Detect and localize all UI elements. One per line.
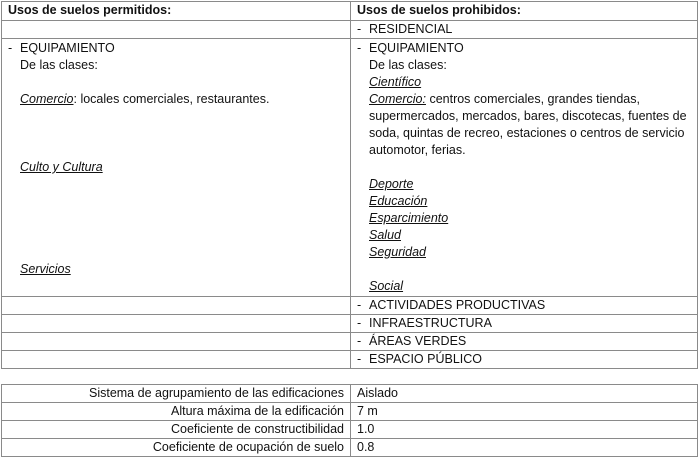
parameter-label: Coeficiente de ocupación de suelo xyxy=(2,439,351,457)
dash-marker: - xyxy=(357,298,362,312)
header-row xyxy=(2,2,698,21)
permitted-empty-cell xyxy=(2,297,351,315)
espacio-publico-row xyxy=(2,351,698,369)
prohibited-salud: Salud xyxy=(369,228,401,242)
permitted-header: Usos de suelos permitidos: xyxy=(2,2,351,21)
parameter-label: Coeficiente de constructibilidad xyxy=(2,421,351,439)
prohibited-comercio-label: Comercio: xyxy=(369,92,426,106)
permitted-servicios: Servicios xyxy=(20,262,71,276)
areas-verdes-label: ÁREAS VERDES xyxy=(369,334,467,348)
dash-marker: - xyxy=(357,41,362,55)
prohibited-cientifico: Científico xyxy=(369,75,422,89)
prohibited-equipamiento-title-line xyxy=(357,40,691,57)
parameter-row xyxy=(2,439,698,457)
infraestructura-row xyxy=(2,315,698,333)
permitted-comercio-line xyxy=(8,91,344,108)
prohibited-equipamiento-title: EQUIPAMIENTO xyxy=(369,41,464,55)
actividades-label: ACTIVIDADES PRODUCTIVAS xyxy=(369,298,546,312)
prohibited-comercio-text: centros comerciales, grandes tiendas, supermercados, mercados, bares, discotecas, fuentes de soda, quintas de recreo, estaciones o centros de servicio automotor, ferias. xyxy=(369,92,687,157)
prohibited-educacion: Educación xyxy=(369,194,428,208)
prohibited-areas-verdes-cell xyxy=(351,333,698,351)
parameter-value: 0.8 xyxy=(351,439,698,457)
permitted-comercio-text: : locales comerciales, restaurantes. xyxy=(73,92,270,106)
parameter-label: Altura máxima de la edificación xyxy=(2,403,351,421)
dash-marker: - xyxy=(8,41,13,55)
dash-marker: - xyxy=(357,334,362,348)
parameter-value: 1.0 xyxy=(351,421,698,439)
prohibited-actividades-cell xyxy=(351,297,698,315)
parameter-value: 7 m xyxy=(351,403,698,421)
permitted-equipamiento-cell xyxy=(2,39,351,297)
prohibited-espacio-publico-cell xyxy=(351,351,698,369)
prohibited-clases-label: De las clases: xyxy=(369,58,447,72)
residencial-row xyxy=(2,21,698,39)
permitted-empty-cell xyxy=(2,333,351,351)
prohibited-residencial-cell xyxy=(351,21,698,39)
permitted-comercio-label: Comercio xyxy=(20,92,74,106)
prohibited-comercio-line xyxy=(357,91,691,159)
land-use-table xyxy=(1,1,698,369)
parameter-value: Aislado xyxy=(351,385,698,403)
residencial-label: RESIDENCIAL xyxy=(369,22,453,36)
areas-verdes-row xyxy=(2,333,698,351)
permitted-equipamiento-title: EQUIPAMIENTO xyxy=(20,41,115,55)
permitted-empty-cell xyxy=(2,315,351,333)
prohibited-header: Usos de suelos prohibidos: xyxy=(351,2,698,21)
actividades-row xyxy=(2,297,698,315)
espacio-publico-label: ESPACIO PÚBLICO xyxy=(369,352,482,366)
permitted-empty-cell xyxy=(2,351,351,369)
permitted-culto-cultura: Culto y Cultura xyxy=(20,160,103,174)
prohibited-equipamiento-cell xyxy=(351,39,698,297)
dash-marker: - xyxy=(357,316,362,330)
prohibited-infraestructura-cell xyxy=(351,315,698,333)
parameter-label: Sistema de agrupamiento de las edificaciones xyxy=(2,385,351,403)
permitted-equipamiento-title-line xyxy=(8,40,344,57)
parameter-row xyxy=(2,385,698,403)
infraestructura-label: INFRAESTRUCTURA xyxy=(369,316,492,330)
building-parameters-table xyxy=(1,384,698,457)
permitted-empty-cell xyxy=(2,21,351,39)
prohibited-deporte: Deporte xyxy=(369,177,414,191)
prohibited-seguridad: Seguridad xyxy=(369,245,426,259)
parameter-row xyxy=(2,403,698,421)
parameter-row xyxy=(2,421,698,439)
permitted-clases-label: De las clases: xyxy=(20,58,98,72)
dash-marker: - xyxy=(357,22,362,36)
equipamiento-row xyxy=(2,39,698,297)
prohibited-social: Social xyxy=(369,279,404,293)
prohibited-esparcimiento: Esparcimiento xyxy=(369,211,449,225)
dash-marker: - xyxy=(357,352,362,366)
